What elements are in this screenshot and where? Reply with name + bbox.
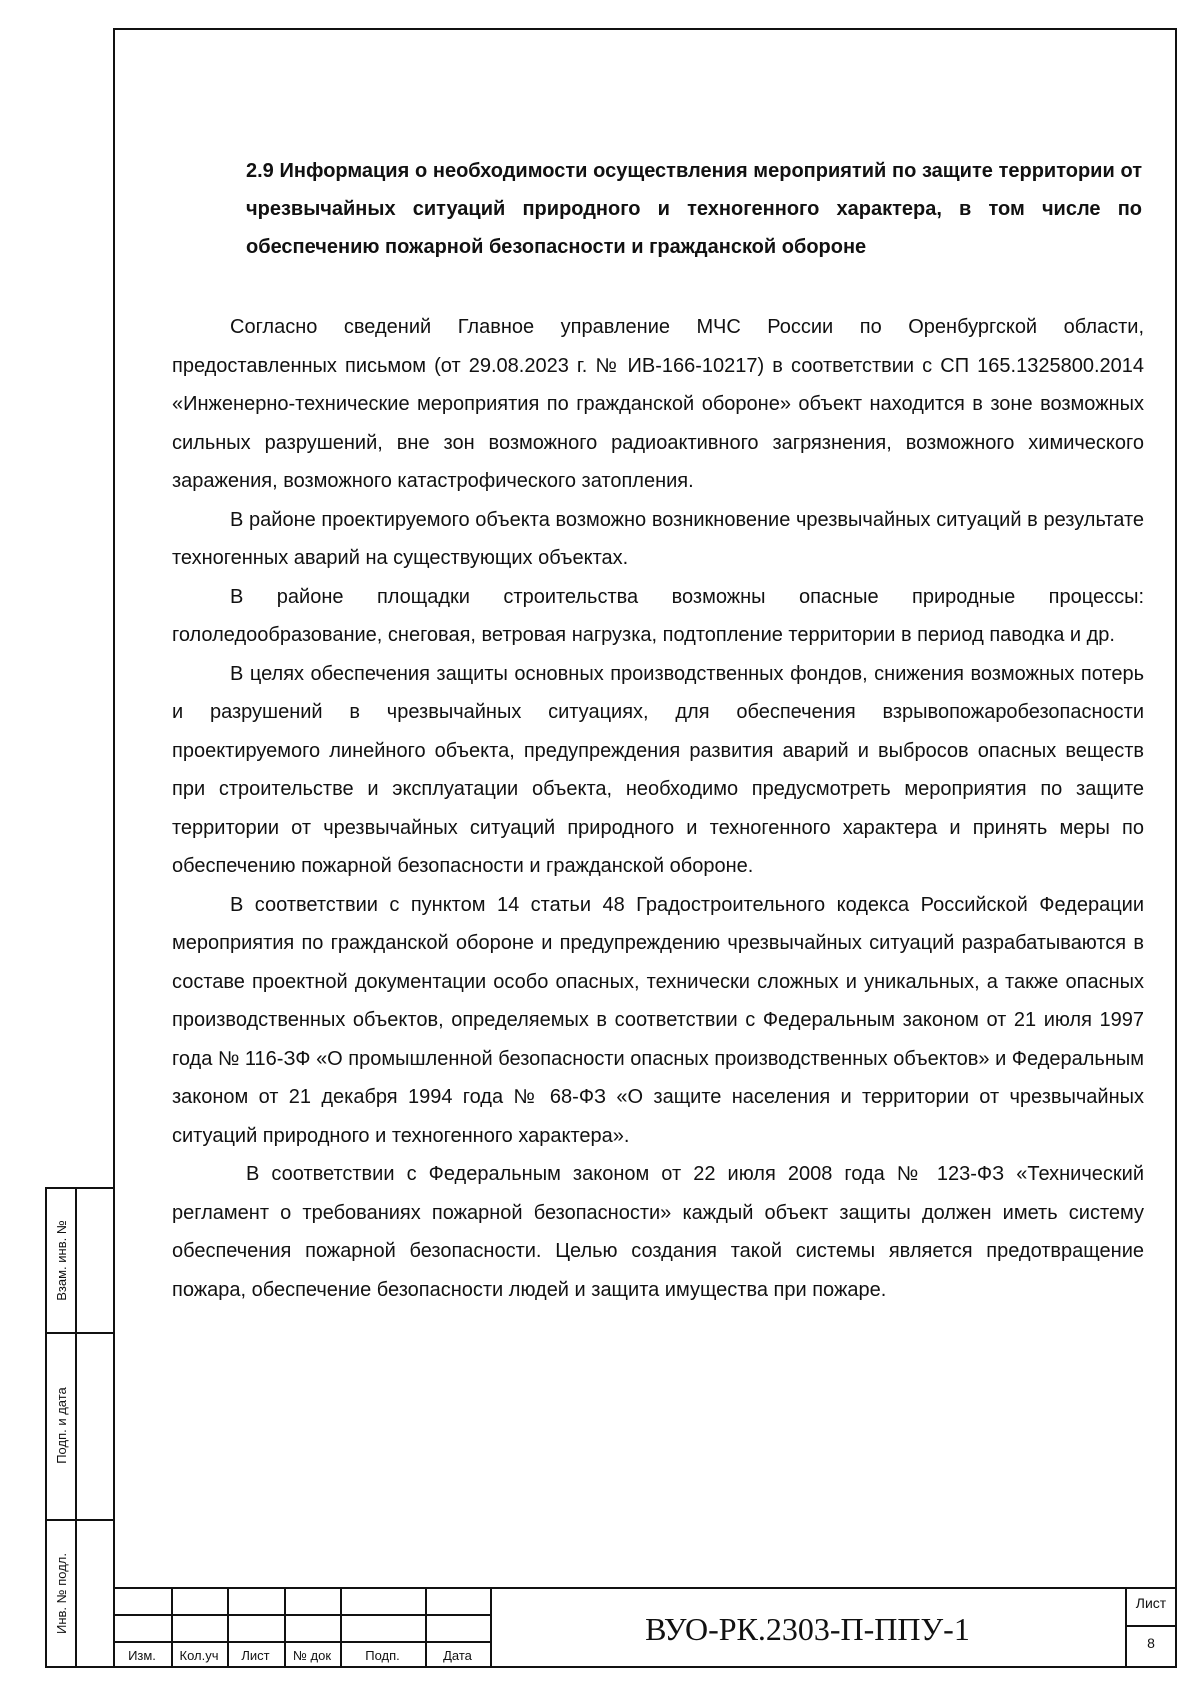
title-block-line [113, 1614, 490, 1616]
side-stamp-divider [75, 1189, 77, 1666]
title-block-line [1125, 1625, 1177, 1627]
column-caption: Лист [241, 1648, 270, 1663]
paragraph: В районе площадки строительства возможны опасные природные процессы: гололедообразование, снеговая, ветровая нагрузка, подтопление территории в период паводка и др. [172, 585, 1144, 646]
paragraph: В районе проектируемого объекта возможно возникновение чрезвычайных ситуаций в результате техногенных аварий на существующих объектах. [172, 508, 1144, 569]
side-stamp [45, 1187, 113, 1668]
body-text [172, 308, 1144, 1309]
sheet-number: 8 [1147, 1635, 1155, 1651]
column-caption: № док [292, 1648, 332, 1663]
paragraph: Согласно сведений Главное управление МЧС России по Оренбургской области, предоставленных письмом (от 29.08.2023 г. № ИВ-166-10217) в соответствии с СП 165.1325800.2014 «Инженерно-технические мероприятия по гражданской обороне» объект находится в зоне возможных сильных разрушений, вне зон возможного радиоактивного загрязнения, возможного химического заражения, возможного катастрофического затопления. [172, 316, 1144, 492]
paragraph: В соответствии с пунктом 14 статьи 48 Градостроительного кодекса Российской Федерации мероприятия по гражданской обороне и предупреждению чрезвычайных ситуаций разрабатываются в составе проектной документации особо опасных, технически сложных и уникальных, а также опасных производственных объектов, определяемых в соответствии с Федеральным законом от 21 июля 1997 года № 116-ЗФ «О промышленной безопасности опасных производственных объектов» и Федеральным законом от 21 декабря 1994 года № 68-ФЗ «О защите населения и территории от чрезвычайных ситуаций природного и техногенного характера». [172, 893, 1144, 1147]
side-stamp-cell-podp [47, 1332, 75, 1519]
paragraph: В целях обеспечения защиты основных производственных фондов, снижения возможных потерь и разрушений в чрезвычайных ситуациях, для обеспечения взрывопожаробезопасности проектируемого линейного объекта, предупреждения развития аварий и выбросов опасных веществ при строительстве и эксплуатации объекта, необходимо предусмотреть мероприятия по защите территории от чрезвычайных ситуаций природного и техногенного характера и принять меры по обеспечению пожарной безопасности и гражданской обороне. [172, 662, 1144, 877]
paragraph: В соответствии с Федеральным законом от 22 июля 2008 года № 123-ФЗ «Технический регламент о требованиях пожарной безопасности» каждый объект защиты должен иметь систему обеспечения пожарной безопасности. Целью создания такой системы является предотвращение пожара, обеспечение безопасности людей и защита имущества при пожаре. [172, 1163, 1144, 1301]
column-caption: Дата [443, 1648, 472, 1663]
document-code: ВУО-РК.2303-П-ППУ-1 [645, 1611, 970, 1647]
side-stamp-label: Взам. инв. № [53, 1220, 69, 1301]
sheet-label: Лист [1135, 1595, 1167, 1611]
side-stamp-cell-inv [47, 1519, 75, 1668]
title-block-line [113, 1641, 490, 1643]
side-stamp-label: Инв. № подл. [53, 1553, 69, 1634]
section-heading: 2.9 Информация о необходимости осуществления мероприятий по защите территории от чрезвычайных ситуаций природного и техногенного характера, в том числе по обеспечению пожарной безопасности и гражданской обороне [246, 160, 1142, 258]
side-stamp-label: Подп. и дата [53, 1387, 69, 1464]
side-stamp-cell-vzam [47, 1189, 75, 1332]
column-caption: Изм. [128, 1648, 156, 1663]
column-caption: Подп. [365, 1648, 400, 1663]
column-caption: Кол.уч [179, 1648, 219, 1663]
title-block-line [113, 1587, 1177, 1589]
